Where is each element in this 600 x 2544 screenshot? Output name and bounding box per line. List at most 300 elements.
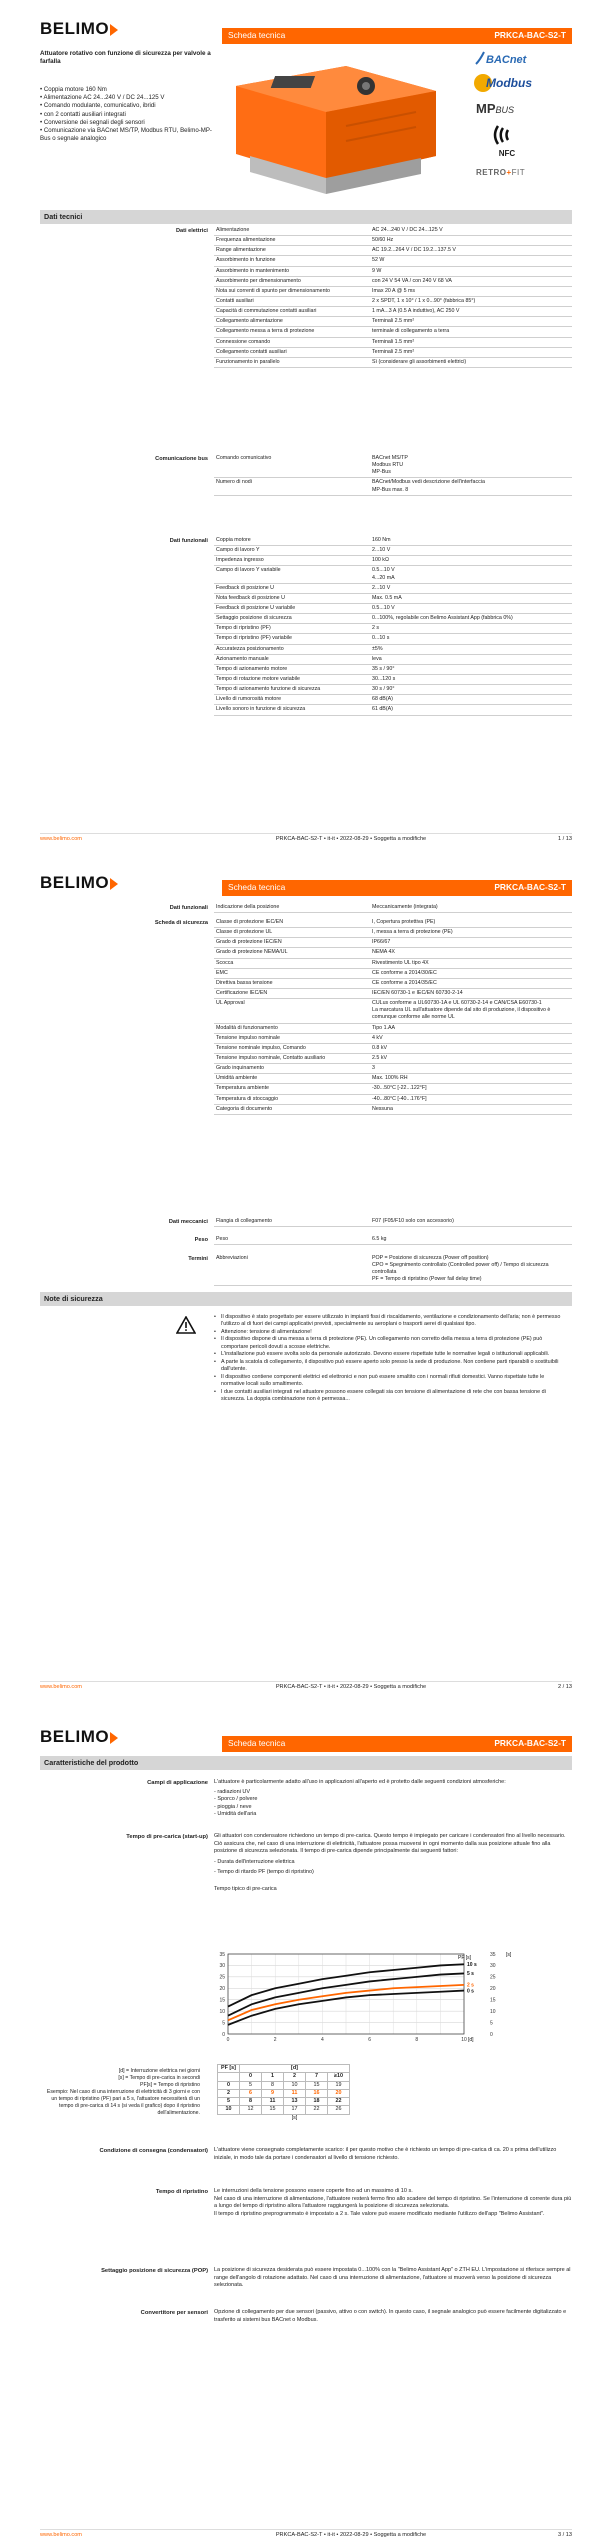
table-row [214,999,572,1023]
x-tick-label: 0 [226,2037,230,2043]
pop-block: La posizione di sicurezza desiderata può essere impostata 0...100% con la "Belimo Assistant App" o ZTH EU. L'impostazione si riferisce sempre al range dell'angolo di rotazione adattato. Nel caso di una interruzione di alimentazione, l'attuatore si muoverà verso la posizione di sicurezza selezionata. [214,2267,571,2289]
spec-key: Nota sui correnti di spunto per dimensionamento [214,286,370,296]
header-bar [222,28,572,44]
spec-value: Terminali 2.5 mm² [370,347,572,357]
table-row [214,958,572,968]
footer-url[interactable]: www.belimo.com [40,2531,82,2538]
x-tick-label: 4 [321,2037,324,2043]
table-row [214,593,572,603]
spec-value: I, messa a terra di protezione (PE) [370,928,572,938]
table-cell: 15 [262,2106,284,2114]
y-tick-label: 10 [219,2008,225,2015]
x-tick-label: 6 [368,2037,371,2043]
spec-key: Alimentazione [214,226,370,236]
nfc-logo: NFC [492,124,522,154]
table-row [214,307,572,317]
spec-value: 0...10 s [370,634,572,644]
feature-item: • con 2 contatti ausiliari integrati [40,111,215,119]
spec-value: 2...10 V [370,583,572,593]
spec-value: BACnet MS/TP Modbus RTU MP-Bus [370,454,572,478]
feature-item: • Comando modulante, comunicativo, ibridi [40,102,215,110]
safety-notes-list [214,1314,569,1403]
spec-value: Rivestimento UL tipo 4X [370,958,572,968]
spec-key: Assorbimento in mantenimento [214,266,370,276]
table-row [214,1235,572,1245]
spec-value: Sì (considerare gli assorbimenti elettrici) [370,357,572,367]
spec-key: Temperatura di stoccaggio [214,1094,370,1104]
footer-info: PRKCA-BAC-S2-T • it-it • 2022-08-29 • Soggetta a modifiche [275,2531,427,2538]
spec-value: 61 dB(A) [370,705,572,715]
x-tick-label: 10 [461,2037,467,2043]
group-mech-label: Dati meccanici [168,1219,208,1225]
spec-key: Connessione comando [214,337,370,347]
table-header: 2 [284,2073,306,2081]
spec-key: Classe di protezione IEC/EN [214,918,370,928]
y-tick-label: 15 [219,1997,225,2004]
spec-key: Campo di lavoro Y variabile [214,566,370,583]
table-row [214,634,572,644]
table-cell: 18 [306,2098,328,2106]
feature-list [40,86,215,144]
footer-info: PRKCA-BAC-S2-T • it-it • 2022-08-29 • Soggetta a modifiche [275,1683,427,1690]
spec-value: Meccanicamente (integrata) [370,903,572,913]
feature-item: • Comunicazione via BACnet MS/TP, Modbus RTU, Belimo-MP-Bus o segnale analogico [40,127,215,143]
series-label: 5 s [467,1971,474,1978]
table-row [218,2114,350,2122]
y-tick-label: 5 [490,2020,493,2027]
spec-value: Imax 20 A @ 5 ms [370,286,572,296]
spec-key: Temperatura ambiente [214,1084,370,1094]
spec-key: Categoria di documento [214,1104,370,1114]
feature-item: • Conversione dei segnali degli sensori [40,119,215,127]
spec-value: CE conforme a 2014/35/EC [370,978,572,988]
group-functional2-label: Dati funzionali [169,905,208,911]
spec-key: Campo di lavoro Y [214,546,370,556]
belimo-logo-mark [110,22,119,37]
electric-table [214,226,572,368]
table-row [218,2106,350,2114]
section-safety-notes: Note di sicurezza [40,1292,572,1306]
y-tick-label: 0 [490,2031,493,2038]
spec-key: Feedback di posizione U [214,583,370,593]
nfc-icon [492,124,522,146]
functional2-table [214,903,572,913]
table-row [214,705,572,715]
table-header: 1 [262,2073,284,2081]
group-terms-label: Termini [188,1256,208,1262]
spec-key: Azionamento manuale [214,654,370,664]
table-row [214,1217,572,1227]
table-row [218,2065,350,2073]
x-axis-label: [d] [468,2037,474,2043]
spec-key: Impedenza ingresso [214,556,370,566]
table-cell: 11 [284,2089,306,2097]
table-row [214,226,572,236]
precharge-table [217,2064,350,2122]
y-tick-label: 25 [490,1974,496,1981]
spec-key: Settaggio posizione di sicurezza [214,614,370,624]
table-row [214,1094,572,1104]
warning-icon [176,1316,196,1334]
table-cell: 13 [284,2098,306,2106]
y-tick-label: 25 [219,1974,225,1981]
page-2 [0,848,600,1696]
spec-value: 6.5 kg [370,1235,572,1245]
spec-key: Tensione nominale impulso, Comando [214,1043,370,1053]
table-row [214,546,572,556]
group-weight-label: Peso [194,1237,208,1243]
table-header: ≥10 [328,2073,350,2081]
table-row [214,236,572,246]
belimo-logo-mark [110,1730,119,1745]
table-row [214,614,572,624]
spec-value: 9 W [370,266,572,276]
table-row [214,347,572,357]
group-bus-label: Comunicazione bus [155,456,208,462]
y-tick-label: 15 [490,1997,496,2004]
table-row [214,644,572,654]
footer [40,1681,572,1693]
spec-key: Tensione impulso nominale, Contatto ausiliario [214,1053,370,1063]
table-row [214,664,572,674]
spec-value: 3 [370,1064,572,1074]
page-number: 1 / 13 [558,835,572,842]
spec-key: Tempo di rotazione motore variabile [214,674,370,684]
table-row [214,276,572,286]
table-cell: 0 [218,2081,240,2089]
spec-value: I, Copertura protettiva (PE) [370,918,572,928]
spec-value: -40...80°C [-40...176°F] [370,1094,572,1104]
page-3 [0,1696,600,2544]
table-header: 7 [306,2073,328,2081]
table-row [214,938,572,948]
mpbus-logo: MPBUS [476,101,515,116]
spec-value: 1 mA...3 A (0.5 A induttivo), AC 250 V [370,307,572,317]
spec-value: leva [370,654,572,664]
table-cell: 15 [306,2081,328,2089]
table-row [214,1023,572,1033]
spec-key: Nota feedback di posizione U [214,593,370,603]
footer [40,2529,572,2541]
spec-value: CE conforme a 2014/30/EC [370,968,572,978]
y-tick-label: 30 [490,1963,496,1970]
intro-text: Attuatore rotativo con funzione di sicurezza per valvole a farfalla [40,50,211,66]
table-row [214,454,572,478]
list-item: • Attenzione: tensione di alimentazione! [214,1329,569,1336]
spec-key: Frequenza alimentazione [214,236,370,246]
table-row [214,296,572,306]
doc-type: Scheda tecnica [228,30,286,41]
spec-key: Assorbimento per dimensionamento [214,276,370,286]
table-row [214,1033,572,1043]
spec-value: 2.5 kV [370,1053,572,1063]
app-fields-block: L'attuatore è particolarmente adatto all'uso in applicazioni all'aperto ed è protetto dalle seguenti condizioni atmosferiche: - radiazioni UV - Sporco / polvere - pioggia / neve - Umidità dell'aria [214,1779,506,1818]
recovery-block: Le interruzioni della tensione possono essere coperte fino ad un massimo di 10 s. Nel caso di una interruzione di alimentazione, l'attuatore resterà fermo fino allo scadere del tempo di ripristino. Se l'interruzione di corrente dura più a lungo del tempo di ripristino allora l'attuatore raggiungerà la posizione di sicurezza selezionata. Il tempo di ripristino preprogrammato è impostato a 2 s. Tale valore può essere modificato mediante l'utilizzo dell'app "Belimo Assistant". [214,2188,572,2217]
spec-key: Tempo di ripristino (PF) [214,624,370,634]
spec-key: Abbreviazioni [214,1254,370,1285]
modbus-logo: Modbus [474,72,554,94]
x-tick-label: 2 [273,2037,277,2043]
spec-key: Livello di rumorosità motore [214,695,370,705]
table-row [214,948,572,958]
spec-key: Tempo di azionamento funzione di sicurezza [214,685,370,695]
spec-value: BACnet/Modbus vedi descrizione dell'interfaccia MP-Bus max. 8 [370,478,572,495]
spec-value: 30 s / 90° [370,685,572,695]
spec-key: Feedback di posizione U variabile [214,603,370,613]
spec-key: Peso [214,1235,370,1245]
spec-value: ±5% [370,644,572,654]
table-row [214,695,572,705]
functional-table [214,536,572,716]
precharge-label: Tempo di pre-carica (start-up) [126,1834,208,1840]
table-cell: 10 [284,2081,306,2089]
bus-table [214,454,572,496]
spec-key: Accuratezza posizionamento [214,644,370,654]
spec-key: Coppia motore [214,536,370,546]
safety-table [214,918,572,1115]
spec-key: Tensione impulso nominale [214,1033,370,1043]
delivery-label: Condizione di consegna (condensatori) [99,2148,208,2154]
header-bar: Scheda tecnica PRKCA-BAC-S2-T [222,880,572,896]
spec-value: F07 (F05/F10 solo con accessorio) [370,1217,572,1227]
retrofit-logo: RETRO+FIT [476,168,526,177]
table-cell: 5 [240,2081,262,2089]
list-item: • Il dispositivo contiene componenti elettrici ed elettronici e non può essere smaltito con i normali rifiuti domestici. Vanno rispettate tutte le normative locali sullo smaltimento. [214,1374,569,1389]
table-row [214,1104,572,1114]
table-row [214,1043,572,1053]
spec-key: Livello sonoro in funzione di sicurezza [214,705,370,715]
table-row [214,903,572,913]
table-cell: 9 [262,2089,284,2097]
spec-value: 2...10 V [370,546,572,556]
delivery-block: L'attuatore viene consegnato completamente scarico: il per questo motivo che è richiesto un tempo di pre-carica di ca. 20 s prima dell'utilizzo iniziale, in modo tale da portare i condensatori al livello di tensione richiesto. [214,2147,557,2161]
spec-key: Range alimentazione [214,246,370,256]
spec-value: NEMA 4X [370,948,572,958]
spec-key: Umidità ambiente [214,1074,370,1084]
spec-value: 35 s / 90° [370,664,572,674]
spec-value: Tipo 1.AA [370,1023,572,1033]
series-label: 10 s [467,1962,477,1969]
spec-key: Comando comunicativo [214,454,370,478]
spec-key: Certificazione IEC/EN [214,988,370,998]
table-cell: 20 [328,2089,350,2097]
y-tick-label: 20 [219,1986,225,1993]
table-row [214,1074,572,1084]
list-item: • I due contatti ausiliari integrati nel attuatore possono essere collegati sia con tensione di alimentazione di rete che con bassa tensione di sicurezza. La doppia combinazione non è permessa... [214,1389,569,1404]
spec-key: Contatti ausiliari [214,296,370,306]
spec-value: Terminali 1.5 mm² [370,337,572,347]
precharge-chart [214,1946,534,2046]
spec-key: UL Approval [214,999,370,1023]
table-cell: 19 [328,2081,350,2089]
footer-url[interactable]: www.belimo.com [40,835,82,842]
pop-label: Settaggio posizione di sicurezza (POP) [101,2268,208,2274]
y-tick-label: 35 [219,1951,225,1958]
doc-model: PRKCA-BAC-S2-T [494,30,566,41]
sensor-block: Opzione di collegamento per due sensori (passivo, attivo o con switch). In questo caso, il segnale analogico può essere facilmente digitalizzato e trasferito ai sistemi bus BACnet o Modbus. [214,2309,567,2323]
weight-table [214,1235,572,1245]
page-1 [0,0,600,848]
spec-value: 50/60 Hz [370,236,572,246]
spec-key: Collegamento alimentazione [214,317,370,327]
mech-table [214,1217,572,1227]
section-tech-data: Dati tecnici [40,210,572,224]
spec-value: terminale di collegamento a terra [370,327,572,337]
table-cell: 2 [218,2089,240,2097]
table-row [214,674,572,684]
y-tick-label: 30 [219,1963,225,1970]
spec-value: 0.8 kV [370,1043,572,1053]
spec-value: IEC/EN 60730-1 e IEC/EN 60730-2-14 [370,988,572,998]
table-row [214,1053,572,1063]
table-row [214,286,572,296]
table-cell: 26 [328,2106,350,2114]
bacnet-swoosh-icon [474,50,486,66]
footer-url[interactable]: www.belimo.com [40,1683,82,1690]
spec-key: Collegamento contatti ausiliari [214,347,370,357]
table-row [214,317,572,327]
spec-key: Grado di protezione NEMA/UL [214,948,370,958]
spec-value: 0...100%, regolabile con Belimo Assistant App (fabbrica 0%) [370,614,572,624]
spec-value: IP66/67 [370,938,572,948]
group-electric-label: Dati elettrici [175,228,208,234]
product-image [216,46,452,196]
table-header: [d] [240,2065,350,2073]
recovery-label: Tempo di ripristino [155,2189,208,2195]
table-row [214,928,572,938]
table-cell: 22 [328,2098,350,2106]
spec-value: 2 s [370,624,572,634]
table-row [214,988,572,998]
table-row [214,603,572,613]
precharge-side-note: [d] = Interruzione elettrica nei giorni [s] = Tempo di pre-carica in secondi PF[s] = Tempo di ripristino Esempio: Nel caso di una interruzione di elettricità di 3 giorni e con un tempo di ripristino (PF) pari a 5 s, l'attuatore necessiterà di un tempo di pre-carica di 14 s (si veda il grafico) dopo il ripristino dell'alimentazione. [46,2068,200,2117]
table-row [214,256,572,266]
table-row [214,685,572,695]
spec-key: Classe di protezione UL [214,928,370,938]
spec-value: CULus conforme a UL60730-1A e UL 60730-2-14 e CAN/CSA E60730-1 La marcatura UL sull'attuatore dipende dal sito di produzione, il dispositivo è comunque conforme alle norme UL [370,999,572,1023]
spec-key: Funzionamento in parallelo [214,357,370,367]
x-tick-label: 8 [415,2037,419,2043]
spec-key: Modalità di funzionamento [214,1023,370,1033]
belimo-logo-mark [110,876,119,891]
spec-value: -30...50°C [-22...122°F] [370,1084,572,1094]
spec-value: Terminali 2.5 mm² [370,317,572,327]
group-safety-label: Scheda di sicurezza [154,920,208,926]
app-fields-label: Campi di applicazione [147,1780,208,1786]
table-row [214,556,572,566]
list-item: • A parte la scatola di collegamento, il dispositivo può essere aperto solo presso la sede di produzione. Non contiene parti riparabili o sostituibili dall'utente. [214,1359,569,1374]
spec-key: Flangia di collegamento [214,1217,370,1227]
table-row [218,2081,350,2089]
table-row [214,624,572,634]
y-tick-label: 5 [222,2020,225,2027]
spec-key: Tempo di ripristino (PF) variabile [214,634,370,644]
spec-value: 2 x SPDT, 1 x 10° / 1 x 0...90° (fabbrica 85°) [370,296,572,306]
sensor-label: Convertitore per sensori [140,2310,208,2316]
table-row [214,968,572,978]
footer-info: PRKCA-BAC-S2-T • it-it • 2022-08-29 • Soggetta a modifiche [275,835,427,842]
spec-key: Grado di protezione IEC/EN [214,938,370,948]
spec-value: POP = Posizione di sicurezza (Power off position) CPO = Spegnimento controllato (Controlled power off) / Tempo di sicurezza controllata PF = Tempo di ripristino (Power fail delay time) [370,1254,572,1285]
table-row [218,2098,350,2106]
spec-key: Tempo di azionamento motore [214,664,370,674]
spec-value: Max. 100% RH [370,1074,572,1084]
spec-key: Assorbimento in funzione [214,256,370,266]
series-label: 2 s [467,1982,474,1989]
table-row [214,536,572,546]
spec-value: AC 24...240 V / DC 24...125 V [370,226,572,236]
terms-table [214,1254,572,1286]
spec-value: 160 Nm [370,536,572,546]
spec-value: Max. 0.5 mA [370,593,572,603]
spec-key: Numero di nodi [214,478,370,495]
table-row [214,357,572,367]
table-row [214,654,572,664]
spec-key: EMC [214,968,370,978]
header-bar: Scheda tecnica PRKCA-BAC-S2-T [222,1736,572,1752]
table-cell: 22 [306,2106,328,2114]
spec-key: Indicazione della posizione [214,903,370,913]
spec-value: 0.5...10 V 4...20 mA [370,566,572,583]
table-row [214,327,572,337]
y-tick-label: 0 [222,2031,225,2038]
table-header [218,2073,240,2081]
page-number: 3 / 13 [558,2531,572,2538]
table-header: PF [s] [218,2065,240,2073]
page-number: 2 / 13 [558,1683,572,1690]
table-cell: 10 [218,2106,240,2114]
table-cell: 8 [240,2098,262,2106]
y-tick-label: 35 [490,1951,496,1958]
table-row [214,478,572,495]
spec-value: con 24 V 54 VA / con 240 V 68 VA [370,276,572,286]
list-item: • Il dispositivo dispone di una messa a terra di protezione (PE). Un collegamento non corretto della messa a terra di protezione (PE) può comportare pericoli dovuti a scosse elettriche. [214,1336,569,1351]
legend-title: PF [s] [458,1955,472,1961]
feature-item: • Alimentazione AC 24...240 V / DC 24...125 V [40,94,215,102]
belimo-logo: BELIMO [40,1726,119,1749]
table-cell: 5 [218,2098,240,2106]
spec-key: Capacità di commutazione contatti ausiliari [214,307,370,317]
spec-value: 68 dB(A) [370,695,572,705]
series-label: 0 s [467,1988,474,1995]
list-item: • Il dispositivo è stato progettato per essere utilizzato in impianti fissi di riscaldamento, ventilazione e condizionamento dell'aria; non è permesso l'utilizzo al di fuori dei campi applicativi previsti, specialmente su aeroplani o trasporti aerei di qualsiasi tipo. [214,1314,569,1329]
table-row [214,566,572,583]
table-row [214,1254,572,1285]
table-row [214,1064,572,1074]
table-row [214,337,572,347]
spec-key: Grado inquinamento [214,1064,370,1074]
section-product-features: Caratteristiche del prodotto [40,1756,572,1770]
table-row [214,583,572,593]
table-cell: 6 [240,2089,262,2097]
table-row [214,918,572,928]
spec-value: 30...120 s [370,674,572,684]
y-tick-label: 20 [490,1986,496,1993]
spec-value: 100 kΩ [370,556,572,566]
spec-value: 4 kV [370,1033,572,1043]
table-cell: 11 [262,2098,284,2106]
spec-value: AC 19.2...264 V / DC 19.2...137.5 V [370,246,572,256]
table-cell: 16 [306,2089,328,2097]
table-cell: 12 [240,2106,262,2114]
table-cell: 17 [284,2106,306,2114]
table-row [214,1084,572,1094]
spec-key: Scocca [214,958,370,968]
table-row [214,246,572,256]
footer [40,833,572,845]
belimo-logo: BELIMO [40,872,119,895]
group-functional-label: Dati funzionali [169,538,208,544]
